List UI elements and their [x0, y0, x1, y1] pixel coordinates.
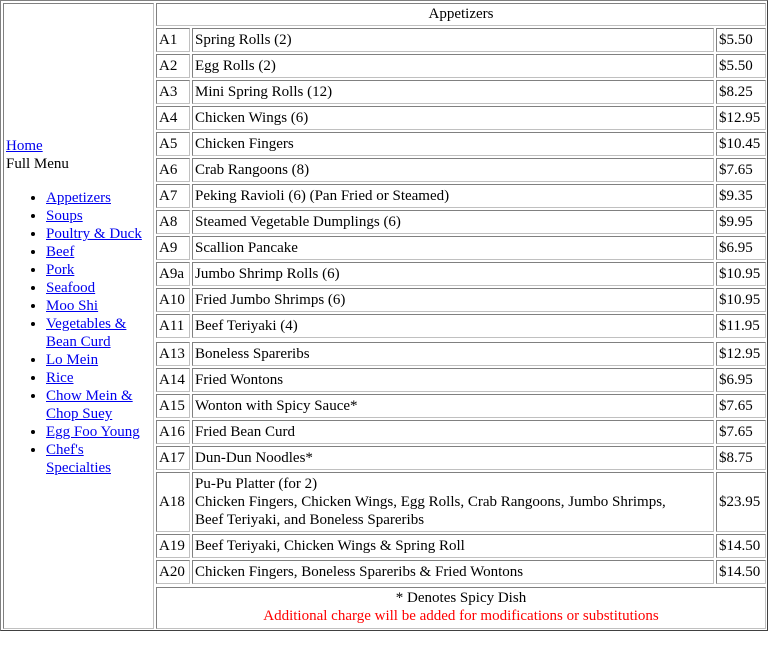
nav-link-pork[interactable]: Pork — [46, 262, 75, 278]
item-price: $7.65 — [716, 420, 766, 444]
nav-link-soups[interactable]: Soups — [46, 208, 83, 224]
item-code: A16 — [156, 420, 190, 444]
item-name: Spring Rolls (2) — [195, 32, 292, 48]
item-name: Chicken Fingers — [195, 136, 294, 152]
sidebar-content — [6, 137, 152, 477]
item-code: A11 — [156, 314, 190, 338]
item-name: Steamed Vegetable Dumplings (6) — [195, 214, 401, 230]
nav-link-moo-shi[interactable]: Moo Shi — [46, 298, 99, 314]
nav-link-rice[interactable]: Rice — [46, 370, 74, 386]
item-name: Chicken Wings (6) — [195, 110, 309, 126]
item-price: $5.50 — [716, 28, 766, 52]
sidebar — [3, 3, 154, 629]
nav-link-poultry-duck[interactable]: Poultry & Duck — [46, 226, 142, 242]
item-price: $14.50 — [716, 534, 766, 558]
nav-link-lo-mein[interactable]: Lo Mein — [46, 352, 99, 368]
item-price: $23.95 — [716, 472, 766, 532]
item-name-cell — [192, 54, 714, 78]
item-price: $14.50 — [716, 560, 766, 584]
item-name: Fried Wontons — [195, 372, 284, 388]
item-name: Peking Ravioli (6) (Pan Fried or Steamed) — [195, 188, 450, 204]
item-name: Wonton with Spicy Sauce* — [195, 398, 358, 414]
item-name-cell — [192, 342, 714, 366]
nav-item-lo-mein — [46, 351, 152, 369]
item-name: Beef Teriyaki, Chicken Wings & Spring Roll — [195, 538, 465, 554]
item-code: A3 — [156, 80, 190, 104]
item-name-cell — [192, 158, 714, 182]
category-list — [6, 189, 152, 477]
nav-item-appetizers — [46, 189, 152, 207]
item-price: $10.95 — [716, 288, 766, 312]
item-name: Scallion Pancake — [195, 240, 298, 256]
item-name-cell — [192, 184, 714, 208]
item-price: $6.95 — [716, 236, 766, 260]
item-name: Egg Rolls (2) — [195, 58, 276, 74]
extra-charge-note: Additional charge will be added for modifications or substitutions — [263, 608, 659, 624]
item-price: $5.50 — [716, 54, 766, 78]
full-menu-label: Full Menu — [6, 156, 69, 172]
item-name-cell — [192, 472, 714, 532]
nav-item-moo-shi — [46, 297, 152, 315]
item-code: A6 — [156, 158, 190, 182]
item-name-cell — [192, 262, 714, 286]
nav-item-poultry-duck — [46, 225, 152, 243]
item-name-cell — [192, 534, 714, 558]
item-name-cell — [192, 132, 714, 156]
item-price: $6.95 — [716, 368, 766, 392]
item-code: A2 — [156, 54, 190, 78]
nav-link-appetizers[interactable]: Appetizers — [46, 190, 111, 206]
nav-link-seafood[interactable]: Seafood — [46, 280, 96, 296]
home-link[interactable]: Home — [6, 138, 43, 154]
item-price: $7.65 — [716, 158, 766, 182]
menu-title-text: Appetizers — [428, 6, 494, 22]
item-code: A14 — [156, 368, 190, 392]
item-code: A8 — [156, 210, 190, 234]
item-name: Fried Bean Curd — [195, 424, 295, 440]
item-code: A10 — [156, 288, 190, 312]
item-name-cell — [192, 420, 714, 444]
item-code: A20 — [156, 560, 190, 584]
item-price: $7.65 — [716, 394, 766, 418]
item-name-cell — [192, 368, 714, 392]
item-name-cell — [192, 28, 714, 52]
item-price: $8.25 — [716, 80, 766, 104]
item-name-cell — [192, 446, 714, 470]
item-price: $12.95 — [716, 106, 766, 130]
item-code: A13 — [156, 342, 190, 366]
item-name-cell — [192, 314, 714, 338]
nav-link-beef[interactable]: Beef — [46, 244, 75, 260]
item-name: Boneless Spareribs — [195, 346, 310, 362]
nav-link-egg-foo-young[interactable]: Egg Foo Young — [46, 424, 140, 440]
menu-footer — [156, 587, 766, 629]
nav-item-seafood — [46, 279, 152, 297]
item-code: A17 — [156, 446, 190, 470]
spicy-note: * Denotes Spicy Dish — [395, 590, 527, 606]
nav-item-chefs-specialties — [46, 441, 152, 477]
item-name-cell — [192, 210, 714, 234]
item-code: A1 — [156, 28, 190, 52]
item-price: $8.75 — [716, 446, 766, 470]
item-name-cell — [192, 288, 714, 312]
item-name: Pu-Pu Platter (for 2) — [195, 476, 318, 492]
item-code: A19 — [156, 534, 190, 558]
nav-item-chow-mein-chop-suey — [46, 387, 152, 423]
nav-item-soups — [46, 207, 152, 225]
item-price: $9.35 — [716, 184, 766, 208]
item-name: Jumbo Shrimp Rolls (6) — [195, 266, 340, 282]
item-name-cell — [192, 236, 714, 260]
item-name: Beef Teriyaki (4) — [195, 318, 298, 334]
nav-item-beef — [46, 243, 152, 261]
item-price: $10.45 — [716, 132, 766, 156]
item-code: A4 — [156, 106, 190, 130]
menu-title — [156, 3, 766, 26]
item-code: A15 — [156, 394, 190, 418]
nav-item-egg-foo-young — [46, 423, 152, 441]
nav-link-vegetables-bean-curd[interactable]: Vegetables & Bean Curd — [46, 316, 127, 350]
item-description-line2: Beef Teriyaki, and Boneless Spareribs — [195, 512, 425, 528]
item-name: Chicken Fingers, Boneless Spareribs & Fried Wontons — [195, 564, 524, 580]
nav-item-rice — [46, 369, 152, 387]
item-name-cell — [192, 106, 714, 130]
item-name-cell — [192, 560, 714, 584]
item-code: A5 — [156, 132, 190, 156]
item-description-line1: Chicken Fingers, Chicken Wings, Egg Rolls, Crab Rangoons, Jumbo Shrimps, — [195, 494, 666, 510]
nav-item-vegetables-bean-curd — [46, 315, 152, 351]
item-code: A9 — [156, 236, 190, 260]
item-name: Fried Jumbo Shrimps (6) — [195, 292, 346, 308]
item-name-cell — [192, 80, 714, 104]
item-price: $9.95 — [716, 210, 766, 234]
item-code: A7 — [156, 184, 190, 208]
item-code: A9a — [156, 262, 190, 286]
item-name: Crab Rangoons (8) — [195, 162, 310, 178]
item-price: $12.95 — [716, 342, 766, 366]
item-code: A18 — [156, 472, 190, 532]
item-name-cell — [192, 394, 714, 418]
item-price: $11.95 — [716, 314, 766, 338]
item-name: Mini Spring Rolls (12) — [195, 84, 333, 100]
nav-item-pork — [46, 261, 152, 279]
nav-link-chow-mein-chop-suey[interactable]: Chow Mein & Chop Suey — [46, 388, 133, 422]
nav-link-chefs-specialties[interactable]: Chef's Specialties — [46, 442, 111, 476]
item-name: Dun-Dun Noodles* — [195, 450, 313, 466]
item-price: $10.95 — [716, 262, 766, 286]
